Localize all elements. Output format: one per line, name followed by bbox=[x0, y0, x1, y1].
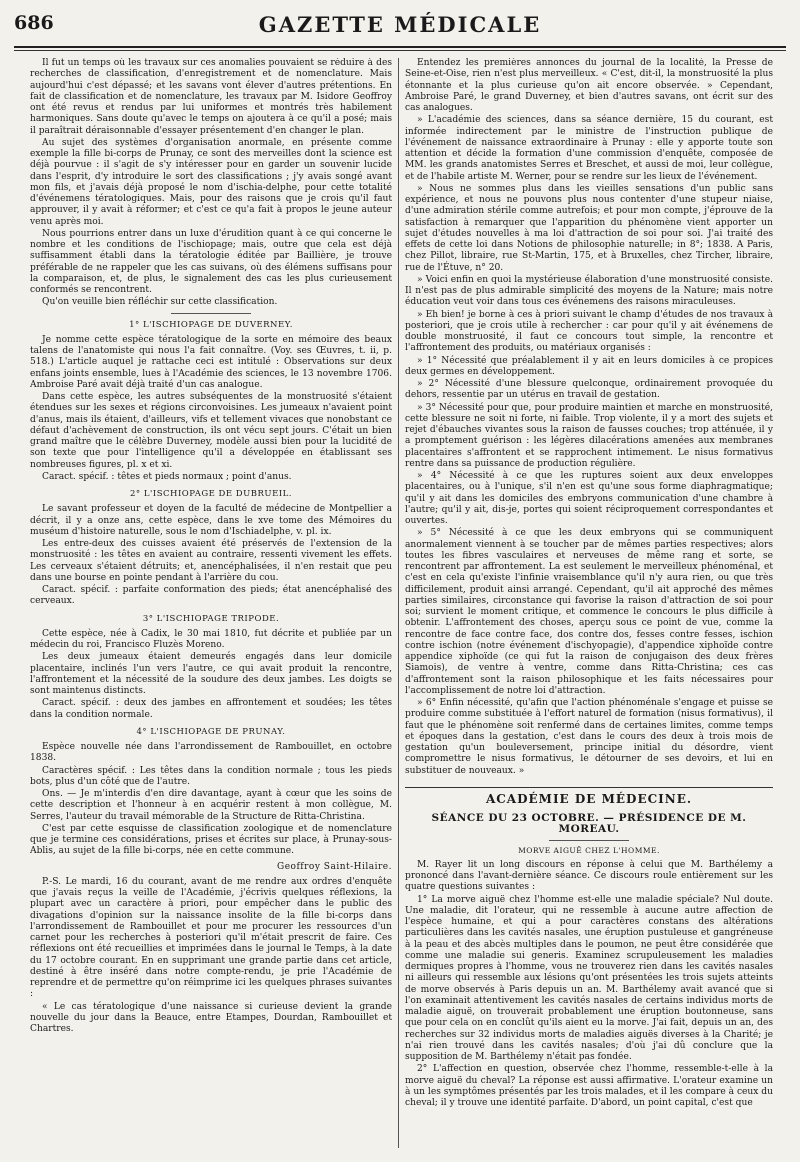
page-number: 686 bbox=[14, 12, 54, 34]
academy-heading: ACADÉMIE DE MÉDECINE. bbox=[405, 787, 773, 805]
paragraph: Ons. — Je m'interdis d'en dire davantage, ayant à cœur que les soins de cette description et l'honneur à en acquérir restent à mon collègue, M. Serres, l'auteur du travail mémorable de la Structure de Ritta-Christina. bbox=[30, 789, 392, 822]
left-column bbox=[30, 58, 392, 1148]
masthead-title: GAZETTE MÉDICALE bbox=[258, 12, 542, 37]
right-column bbox=[405, 58, 773, 1148]
paragraph: Le savant professeur et doyen de la faculté de médecine de Montpellier a décrit, il y a onze ans, cette espèce, dans le xve tome des Mémoires du muséum d'histoire naturelle, sous le nom d'Ischiadelphe, v. pl. ix. bbox=[30, 504, 392, 537]
paragraph: Il fut un temps où les travaux sur ces anomalies pouvaient se réduire à des recherches de classification, d'enregistrement et de nomenclature. Mais aujourd'hui c'est dépassé; et les savans vont élever d'autres prétentions. En fait de classification et de nomenclature, les travaux par M. Isidore Geoffroy ont été revus et rendus par lui uniformes et montrés très habilement harmoniques. Sans doute qu'avec le temps on ajoutera à ce qu'il a posé; mais il paraîtrait déraisonnable d'essayer présentement d'en changer le plan. bbox=[30, 58, 392, 136]
paragraph: 2° L'affection en question, observée chez l'homme, ressemble-t-elle à la morve aiguë du cheval? La réponse est aussi affirmative. L'orateur examine un à un les symptômes présentés par les trois malades, et il les compare à ceux du cheval; il y trouve une identité parfaite. D'abord, un point capital, c'est que bbox=[405, 1064, 773, 1108]
section-rule bbox=[549, 840, 629, 841]
paragraph: Dans cette espèce, les autres subséquentes de la monstruosité s'étaient étendues sur les sexes et régions circonvoisines. Les jumeaux n'avaient point d'anus, mais ils étaient, d'ailleurs, vifs et tellement vivaces que nonobstant ce défaut d'achèvement de construction, ils ont vécu sept jours. C'était un bien grand maître que le célèbre Duverney, modèle aussi bien pour la lucidité de son texte que pour l'intelligence qu'il a développée en établissant ses nombreuses figures, pl. x et xi. bbox=[30, 392, 392, 470]
paragraph: » 6° Enfin nécessité, qu'afin que l'action phénoménale s'engage et puisse se produire comme substituée à l'effort naturel de formation (nisus formativus), il faut que le phénomène soit renfermé dans de certaines limites, comme temps et époques dans la gestation, c'est dans le cours des deux à trois mois de gestation qu'un bouleversement, principe initial du désordre, vient compromettre le nisus formativus, le détourner de ses devoirs, et lui en substituer de nouveaux. » bbox=[405, 698, 773, 776]
paragraph: » 3° Nécessité pour que, pour produire maintien et marche en monstruosité, cette blessure ne soit ni forte, ni faible. Trop violente, il y a mort des sujets et rejet d'ébauches vivantes sous la raison de fausses couches; trop atténuée, il y a promptement guérison : les légères dilacérations amenées aux membranes placentaires s'affrontent et se rapprochent intimement. Le nisus formativus rentre dans sa puissance de production régulière. bbox=[405, 402, 773, 469]
paragraph: P.-S. Le mardi, 16 du courant, avant de me rendre aux ordres d'enquête que j'avais reçus la veille de l'Académie, j'écrivis quelques réflexions, la plupart avec un caractère à priori, pour empêcher dans le public des divagations d'opinion sur la naissance insolite de la fille bi-corps dans l'arrondissement de Rambouillet et pour me procurer les ressources d'un carnet pour les recherches à posteriori qu'il m'était prescrit de faire. Ces réflexions ont été recueillies et imprimées dans le journal le Temps, à la date du 17 octobre courant. En en supprimant une grande partie dans cet article, destiné à être inséré dans notre compte-rendu, je prie l'Académie de reprendre et de permettre qu'on réimprime ici les quelques phrases suivantes : bbox=[30, 876, 392, 1000]
caracteristic: Caract. spécif. : deux des jambes en affrontement et soudées; les têtes dans la condition normale. bbox=[30, 698, 392, 720]
paragraph: « Le cas tératologique d'une naissance si curieuse devient la grande nouvelle du jour dans la Beauce, entre Etampes, Dourdan, Rambouillet et Chartres. bbox=[30, 1001, 392, 1034]
paragraph: » 4° Nécessité à ce que les ruptures soient aux deux enveloppes placentaires, ou à l'unique, s'il n'en est qu'une sous forme diaphragmatique; qu'il y ait dans les domiciles des embryons communication d'une chambre à l'autre; qu'il y ait, dis-je, portes qui soient réciproquement correspondantes et ouvertes. bbox=[405, 471, 773, 526]
paragraph: Nous pourrions entrer dans un luxe d'érudition quant à ce qui concerne le nombre et les conditions de l'ischiopage; mais, outre que cela est déjà suffisamment établi dans la tératologie éditée par Baillière, je trouve préférable de ne rappeler que les cas suivans, où des élémens suffisans pour la comparaison, et, de plus, le signalement des cas les plus curieusement conformés se rencontrent. bbox=[30, 228, 392, 295]
caracteristic: Caract. spécif. : parfaite conformation des pieds; état anencéphalisé des cerveaux. bbox=[30, 585, 392, 607]
author-signature: Geoffroy Saint-Hilaire. bbox=[277, 861, 392, 872]
header-rule bbox=[14, 50, 786, 51]
paragraph: » Voici enfin en quoi la mystérieuse élaboration d'une monstruosité consiste. Il n'est pas de plus admirable simplicité des moyens de la Nature; mais notre éducation veut voir dans tous ces événemens des raisons miraculeuses. bbox=[405, 274, 773, 308]
paragraph: Les entre-deux des cuisses avaient été préservés de l'extension de la monstruosité : les têtes en avaient au contraire, ressenti vivement les effets. Les cerveaux s'étaient détruits; et, anencéphalisées, il n'en restait que peu dans une bourse en pointe pendant à l'arrière du cou. bbox=[30, 539, 392, 583]
paragraph: » 5° Nécessité à ce que les deux embryons qui se communiquent anormalement viennent à se toucher par de mêmes parties respectives; alors toutes les fibres vasculaires et nerveuses de même rang et sorte, se rencontrent par affrontement. La est seulement le merveilleux phénoménal, et c'est en cela qu'existe l'infinie vraisemblance qu'il n'y aura rien, ou que très difficilement, produit ainsi arrangé. Cependant, qu'il ait approché des mêmes parties similaires, circonstance qui favorise la raison d'attraction de soi pour soi; survient le moment critique, et commence le concours le plus difficile à obtenir. L'affrontement des choses, aperçu sous ce point de vue, comme la rencontre de face contre face, dos contre dos, fesses contre fesses, ischion contre ischion (notre événement d'ischyopagie), d'appendice xiphoïde contre appendice xiphoïde (ce qui fut la raison de conjugaison des deux frères Siamois), de ventre à ventre, comme dans Ritta-Christina; ces cas d'affrontement sont la raison philosophique et les faits nécessaires pour l'accomplissement de notre loi d'attraction. bbox=[405, 528, 773, 696]
paragraph: C'est par cette esquisse de classification zoologique et de nomenclature que je termine ces considérations, prises et écrites sur place, à Prunay-sous-Ablis, au sujet de la fille bi-corps, née en cette commune. bbox=[30, 823, 392, 857]
paragraph: » L'académie des sciences, dans sa séance dernière, 15 du courant, est informée indirectement par le ministre de l'instruction publique de l'événement de naissance extraordinaire à Prunay : elle y apporte toute son attention et décide la formation d'une commission d'enquête, composée de MM. les grands anatomistes Serres et Breschet, et aussi de moi, leur collègue, et de l'habile artiste M. Werner, pour se rendre sur les lieux de l'événement. bbox=[405, 115, 773, 182]
paragraph: » 1° Nécessité que préalablement il y ait en leurs domiciles à ce propices deux germes en développement. bbox=[405, 355, 773, 377]
paragraph: Espèce nouvelle née dans l'arrondissement de Rambouillet, en octobre 1838. bbox=[30, 742, 392, 764]
paragraph: 1° La morve aiguë chez l'homme est-elle une maladie spéciale? Nul doute. Une maladie, dit l'orateur, qui ne ressemble à aucune autre affection de l'espèce humaine, et qui a pour caractères constans des altérations particulières dans les cavités nasales, une éruption pustuleuse et gangréneuse à la peau et des abcès multiples dans le poumon, ne peut être considérée que comme une maladie sui generis. Examinez scrupuleusement les maladies dermiques propres à l'homme, vous ne trouverez rien dans les cavités nasales ni ailleurs qui ressemble aux lésions qu'ont présentées les trois sujets atteints de morve observés à Paris depuis un an. M. Barthélemy avait avancé que si l'on examinait attentivement les cavités nasales de certains individus morts de maladie aiguë, on trouverait probablement une éruption boutonneuse, sans que pour cela on en conclût qu'ils aient eu la morve. J'ai fait, depuis un an, des recherches sur 32 individus morts de maladies aiguës diverses à la Charité; je n'ai rien trouvé dans les cavités nasales; d'où j'ai dû conclure que la supposition de M. Barthélemy n'était pas fondée. bbox=[405, 894, 773, 1062]
paragraph: Je nomme cette espèce tératologique de la sorte en mémoire des beaux talens de l'anatomiste qui nous l'a fait connaître. (Voy. ses Œuvres, t. ii, p. 518.) L'article auquel je rattache ceci est intitulé : Observations sur deux enfans joints ensemble, lues à l'Académie des sciences, le 13 novembre 1706. Ambroise Paré avait déjà traité d'un cas analogue. bbox=[30, 334, 392, 390]
section-heading: 4° L'ISCHIOPAGE DE PRUNAY. bbox=[136, 726, 286, 737]
section-heading: 1° L'ISCHIOPAGE DE DUVERNEY. bbox=[129, 319, 293, 330]
page-header bbox=[14, 12, 786, 48]
paragraph: Cette espèce, née à Cadix, le 30 mai 1810, fut décrite et publiée par un médecin du roi, Francisco Fluzès Moreno. bbox=[30, 628, 392, 650]
topic-subheading: MORVE AIGUË CHEZ L'HOMME. bbox=[518, 845, 660, 855]
section-rule bbox=[171, 313, 251, 314]
caracteristic: Caract. spécif. : têtes et pieds normaux ; point d'anus. bbox=[42, 471, 292, 482]
paragraph: » 2° Nécessité d'une blessure quelconque, ordinairement provoquée du dehors, ressentie par un utérus en travail de gestation. bbox=[405, 379, 773, 401]
paragraph: » Nous ne sommes plus dans les vieilles sensations d'un public sans expérience, et nous ne pouvons plus nous contenter d'une stupeur niaise, d'une admiration stérile comme autrefois; et pour mon compte, j'éprouve de la satisfaction à remarquer que l'apparition du phénomène vient apporter un sujet d'études nouvelles à ma loi d'attraction de soi pour soi. J'ai traité des effets de cette loi dans Notions de philosophie naturelle; in 8°; 1838. A Paris, chez Pillot, libraire, rue St-Martin, 175, et à Bruxelles, chez Tircher, libraire, rue de l'Étuve, n° 20. bbox=[405, 183, 773, 273]
section-heading: 2° L'ISCHIOPAGE DE DUBRUEIL. bbox=[130, 489, 292, 499]
paragraph: Qu'on veuille bien réfléchir sur cette classification. bbox=[42, 297, 278, 308]
column-divider bbox=[398, 58, 399, 1148]
paragraph: Au sujet des systèmes d'organisation anormale, en présente comme exemple la fille bi-corps de Prunay, ce sont des merveilles dont la science est déjà pourvue : il s'agit de s'y intéresser pour en garder un souvenir lucide dans l'esprit, d'y introduire le sort des classifications ; j'y avais songé avant mon fils, et j'avais déjà proposé le nom d'ischia-delphe, pour cette totalité d'événemens tératologiques. Mais, pour des raisons que je crois qu'il faut approuver, il y avait à réformer; et c'est ce qu'a fait à propos le jeune auteur venu après moi. bbox=[30, 137, 392, 227]
paragraph: » Eh bien! je borne à ces à priori suivant le champ d'études de nos travaux à posteriori, que je crois utile à rechercher : car pour qu'il y ait événemens de double monstruosité, il faut ce concours tout simple, la rencontre et l'affrontement des produits, ou matériaux organisés : bbox=[405, 309, 773, 354]
caracteristic: Caractères spécif. : Les têtes dans la condition normale ; tous les pieds bots, plus d'un côté que de l'autre. bbox=[30, 765, 392, 787]
session-heading: SÉANCE DU 23 OCTOBRE. — PRÉSIDENCE DE M. MOREAU. bbox=[431, 812, 747, 836]
paragraph: Les deux jumeaux étaient demeurés engagés dans leur domicile placentaire, inclinés l'un vers l'autre, ce qui avait produit la rencontre, l'affrontement et la nécessité de la soudure des deux jambes. Les doigts se sont maintenus distincts. bbox=[30, 652, 392, 696]
section-heading: 3° L'ISCHIOPAGE TRIPODE. bbox=[142, 613, 280, 624]
paragraph: M. Rayer lit un long discours en réponse à celui que M. Barthélemy a prononcé dans l'avant-dernière séance. Ce discours roule entièrement sur les quatre questions suivantes : bbox=[405, 859, 773, 893]
paragraph: Entendez les premières annonces du journal de la localité, la Presse de Seine-et-Oise, rien n'est plus merveilleux. « C'est, dit-il, la monstruosité la plus étonnante et la plus curieuse qu'on ait encore observée. » Cependant, Ambroise Paré, le grand Duverney, et bien d'autres savans, ont écrit sur des cas analogues. bbox=[405, 58, 773, 113]
